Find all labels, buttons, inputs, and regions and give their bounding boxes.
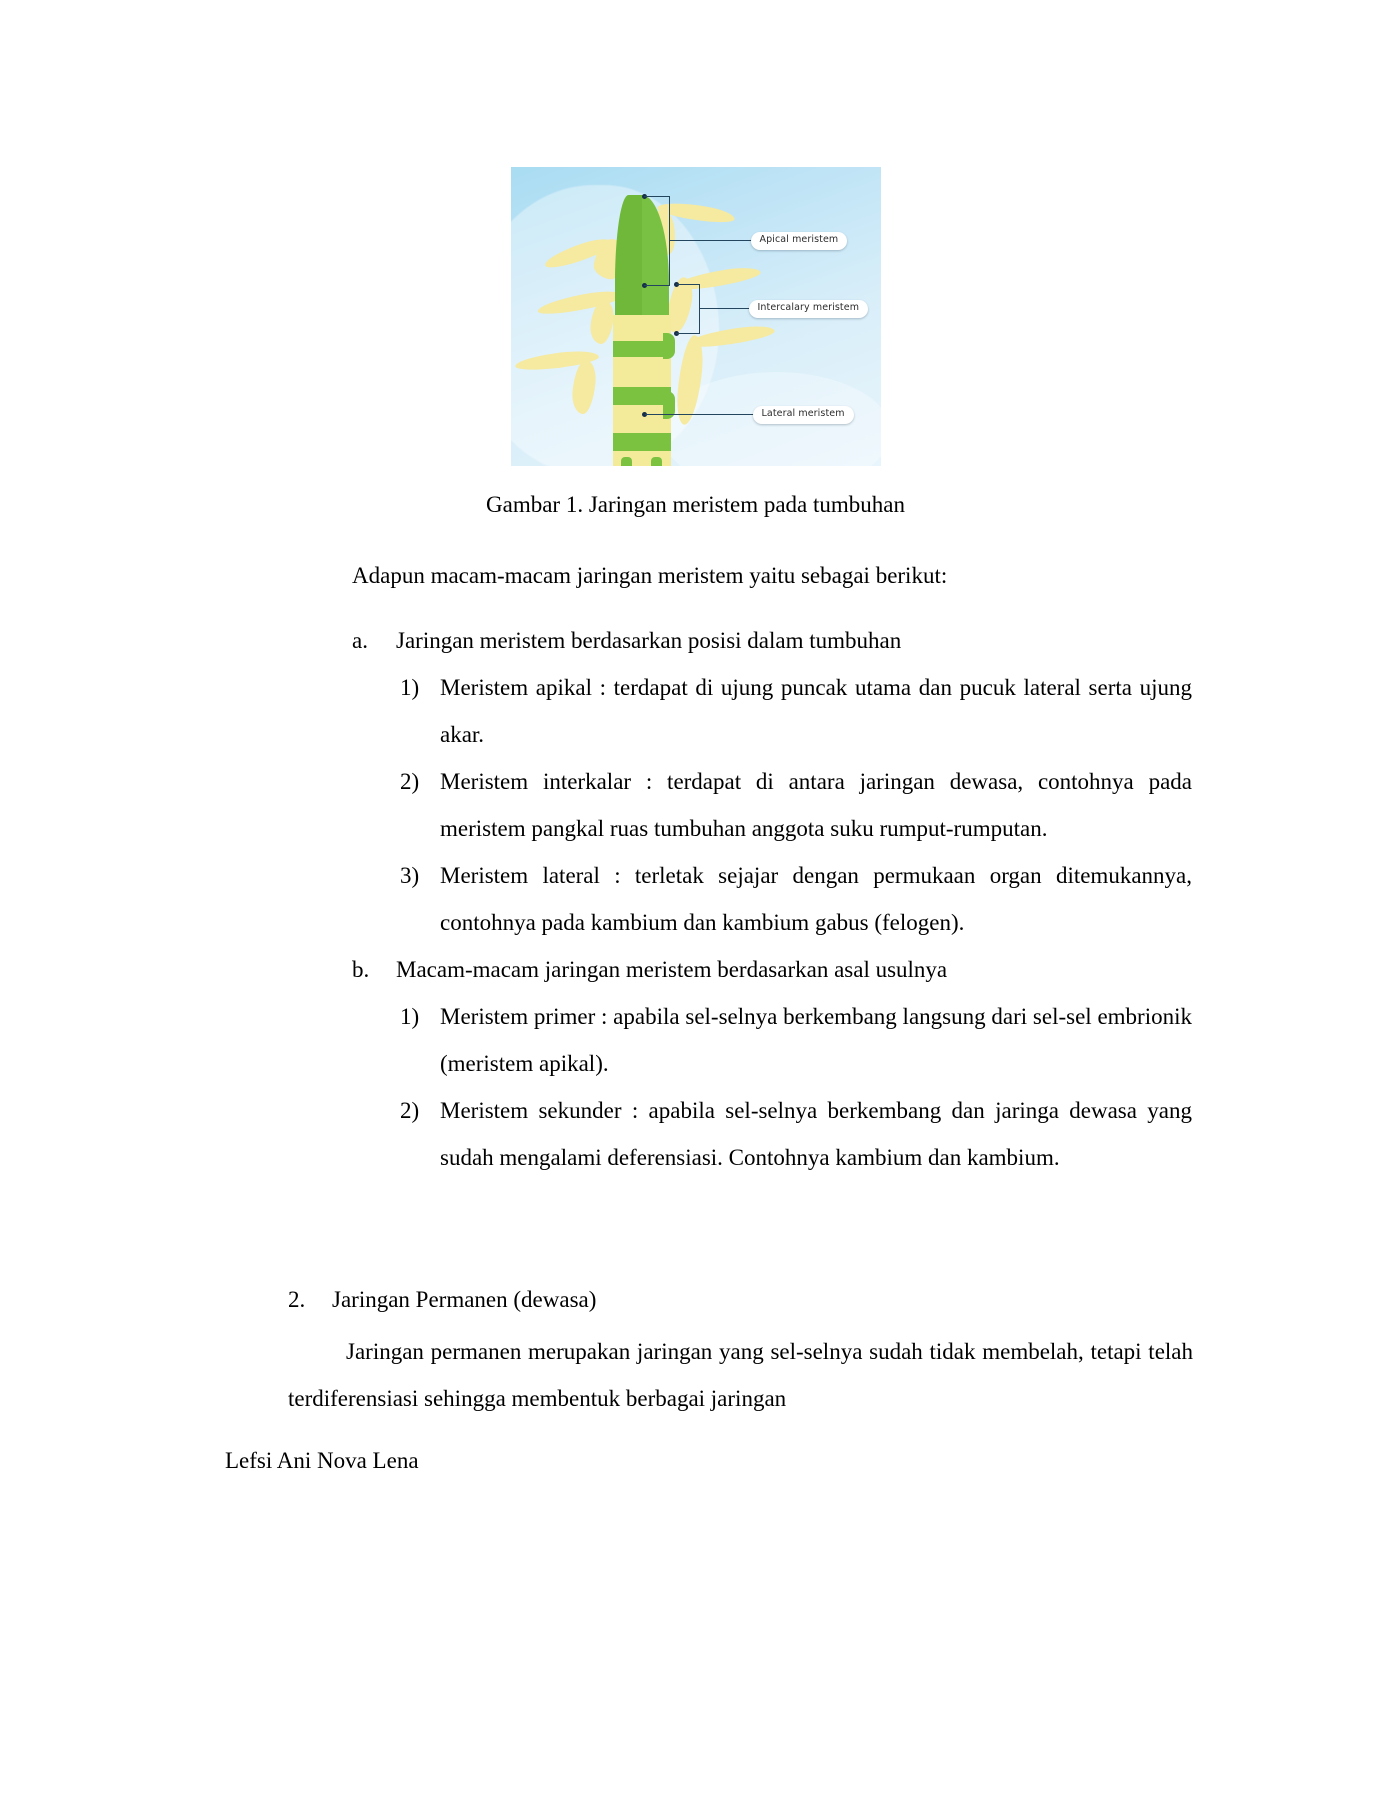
group-a-item-2-text: Meristem interkalar : terdapat di antara jaringan dewasa, contohnya pada meristem pangkal ruas tumbuhan anggota suku rumput-rumputan.	[440, 769, 1192, 841]
group-a-item-3-marker: 3)	[400, 863, 420, 888]
stem-stripe-right	[651, 457, 662, 466]
group-a-item-1-text: Meristem apikal : terdapat di ujung puncak utama dan pucuk lateral serta ujung akar.	[440, 675, 1192, 747]
list-item	[400, 993, 1192, 1087]
label-intercalary-meristem: Intercalary meristem	[749, 300, 869, 318]
section-two-heading: Jaringan Permanen (dewasa)	[332, 1287, 597, 1312]
group-b-item-1-text: Meristem primer : apabila sel-selnya berkembang langsung dari sel-sel embrionik (meristem apikal).	[440, 1004, 1192, 1076]
group-b-heading: Macam-macam jaringan meristem berdasarkan asal usulnya	[396, 957, 948, 982]
intercalary-bracket-bottom	[676, 333, 700, 334]
group-b-item-2-marker: 2)	[400, 1098, 420, 1123]
group-a-item-2-marker: 2)	[400, 769, 420, 794]
group-b-item-1-marker: 1)	[400, 1004, 420, 1029]
stem-node-2	[613, 387, 671, 405]
list-item	[400, 758, 1192, 852]
list-item	[400, 1087, 1192, 1181]
section-two-heading-row	[288, 1276, 1193, 1323]
list-item	[400, 852, 1192, 946]
group-a-item-3-text: Meristem lateral : terletak sejajar dengan permukaan organ ditemukannya, contohnya pada kambium dan kambium gabus (felogen).	[440, 863, 1192, 935]
group-a-marker: a.	[352, 628, 368, 653]
lateral-leader-line	[645, 414, 755, 415]
apical-bracket-vertical	[669, 196, 670, 286]
group-a-items	[400, 664, 1192, 946]
plant-meristem-diagram	[511, 167, 881, 466]
meristem-classification-list	[352, 617, 1192, 1181]
intercalary-bracket-top	[676, 284, 700, 285]
group-a	[352, 617, 1192, 946]
apical-tip-shade	[615, 195, 642, 321]
intercalary-leader-line	[699, 308, 751, 309]
lead-paragraph: Adapun macam-macam jaringan meristem yaitu sebagai berikut:	[352, 563, 948, 588]
label-lateral-meristem: Lateral meristem	[753, 406, 854, 424]
figure-caption: Gambar 1. Jaringan meristem pada tumbuhan	[486, 492, 905, 517]
section-two-marker: 2.	[288, 1287, 306, 1312]
apical-bracket-top	[644, 196, 670, 197]
group-b-heading-row	[352, 946, 1192, 993]
stem-stripe-left	[621, 457, 632, 466]
group-b	[352, 946, 1192, 1181]
group-b-item-2-text: Meristem sekunder : apabila sel-selnya berkembang dan jaringa dewasa yang sudah mengalami deferensiasi. Contohnya kambium dan kambium.	[440, 1098, 1192, 1170]
footer-author: Lefsi Ani Nova Lena	[225, 1448, 419, 1473]
apical-bracket-bottom	[644, 285, 670, 286]
group-b-marker: b.	[352, 957, 370, 982]
figure-container	[0, 167, 1391, 466]
stem-node-3	[613, 433, 671, 451]
apical-leader-line	[669, 240, 753, 241]
stem-segment-1	[613, 315, 671, 341]
stem-segment-2	[613, 357, 671, 387]
list-item	[400, 664, 1192, 758]
intercalary-bracket-vertical	[699, 284, 700, 334]
group-a-item-1-marker: 1)	[400, 675, 420, 700]
stem-sheath-1	[663, 333, 675, 359]
section-two-paragraph: Jaringan permanen merupakan jaringan yang sel-selnya sudah tidak membelah, tetapi telah terdiferensiasi sehingga membentuk berbagai jaringan	[288, 1339, 1193, 1411]
group-a-heading-row	[352, 617, 1192, 664]
group-a-heading: Jaringan meristem berdasarkan posisi dalam tumbuhan	[396, 628, 902, 653]
section-two-row	[288, 1276, 1193, 1323]
stem-segment-3	[613, 405, 671, 433]
label-apical-meristem: Apical meristem	[751, 232, 848, 250]
stem-node-1	[613, 341, 671, 357]
group-b-items	[400, 993, 1192, 1181]
